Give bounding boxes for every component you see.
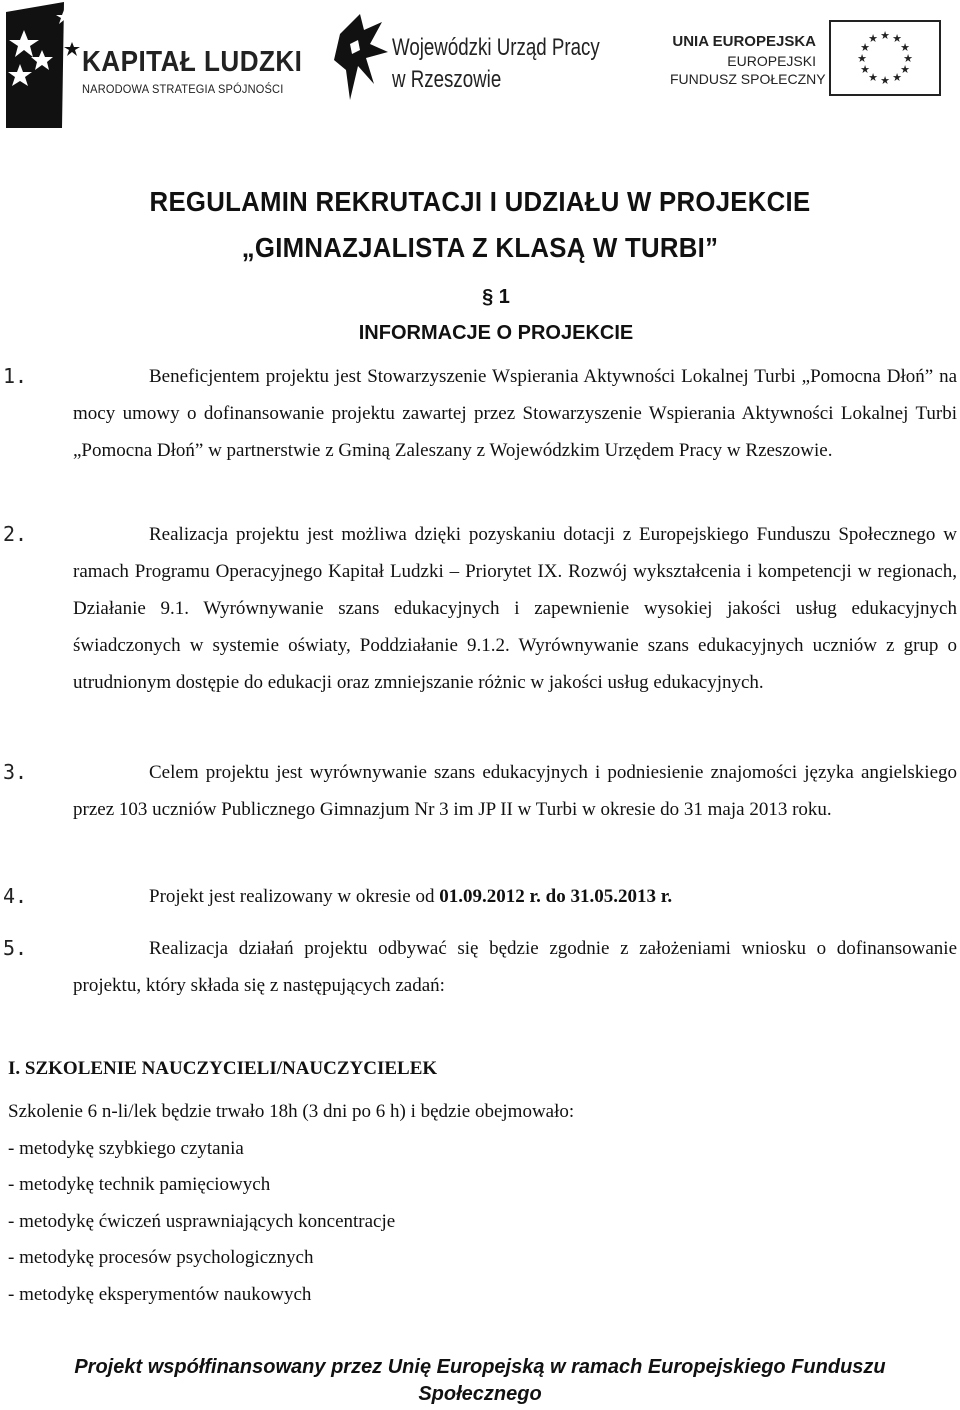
task-heading: I. SZKOLENIE NAUCZYCIELI/NAUCZYCIELEK — [8, 1058, 438, 1079]
paragraph-4 — [3, 878, 957, 915]
svg-text:★: ★ — [880, 74, 890, 87]
ue-logo-text — [670, 33, 826, 87]
eu-flag-icon — [829, 20, 941, 96]
logo-bar — [0, 0, 960, 130]
kapital-ludzki-title: KAPITAŁ LUDZKI — [82, 46, 303, 78]
paragraph-2 — [3, 516, 957, 701]
footer-note — [0, 1354, 960, 1408]
paragraph-number: 2. — [3, 522, 28, 546]
ue-line3: FUNDUSZ SPOŁECZNY — [670, 71, 826, 87]
svg-text:★: ★ — [857, 52, 867, 65]
kapital-ludzki-emblem-icon — [2, 2, 82, 128]
svg-text:★: ★ — [900, 41, 910, 54]
list-item: - metodykę ćwiczeń usprawniających koncentracje — [8, 1210, 396, 1232]
paragraph-number: 5. — [3, 936, 28, 960]
list-item: - metodykę eksperymentów naukowych — [8, 1283, 312, 1305]
footer-line1: Projekt współfinansowany przez Unię Europejską w ramach Europejskiego Funduszu — [74, 1356, 886, 1378]
section-number: § 1 — [482, 286, 510, 308]
list-item: - metodykę procesów psychologicznych — [8, 1247, 314, 1268]
svg-text:★: ★ — [868, 32, 878, 45]
paragraph-text: Realizacja działań projektu odbywać się będzie zgodnie z założeniami wniosku o dofinansowanie projektu, który składa się z następujących zadań: — [73, 938, 957, 996]
wup-name-line2: w Rzeszowie — [392, 66, 502, 93]
wup-emblem-icon — [330, 0, 394, 122]
paragraph-text: Beneficjentem projektu jest Stowarzyszenie Wspierania Aktywności Lokalnej Turbi „Pomocna Dłoń” na mocy umowy o dofinansowanie projektu zawartej przez Stowarzyszenie Wspierania Aktywności Lokalnej Turbi „Pomocna Dłoń” w partnerstwie z Gminą Zaleszany z Wojewódzkim Urzędem Pracy w Rzeszowie. — [73, 366, 957, 461]
svg-text:★: ★ — [892, 71, 902, 84]
kapital-ludzki-subtitle: NARODOWA STRATEGIA SPÓJNOŚCI — [82, 82, 284, 96]
date-to: 31.05.2013 r. — [570, 886, 673, 907]
list-item: - metodykę szybkiego czytania — [8, 1137, 244, 1159]
document-title-line1: REGULAMIN REKRUTACJI I UDZIAŁU W PROJEKCIE — [149, 186, 811, 217]
svg-text:★: ★ — [860, 63, 870, 76]
paragraph-number: 3. — [3, 760, 28, 784]
paragraph-5 — [3, 930, 957, 1004]
paragraph-number: 4. — [3, 884, 28, 908]
task-intro: Szkolenie 6 n-li/lek będzie trwało 18h (3 dni po 6 h) i będzie obejmowało: — [8, 1101, 575, 1122]
paragraph-1 — [3, 358, 957, 469]
date-from: 01.09.2012 r. — [439, 886, 541, 907]
date-connector: do — [540, 886, 571, 907]
svg-text:★: ★ — [892, 32, 902, 45]
paragraph-3 — [3, 754, 957, 828]
section-title: INFORMACJE O PROJEKCIE — [358, 322, 634, 344]
wup-logo — [330, 0, 600, 122]
paragraph-text: Realizacja projektu jest możliwa dzięki pozyskaniu dotacji z Europejskiego Funduszu Społecznego w ramach Programu Operacyjnego Kapitał Ludzki – Priorytet IX. Rozwój wykształcenia i kompetencji w regionach, Działanie 9.1. Wyrównywanie szans edukacyjnych i zapewnienie wysokiej jakości usług edukacyjnych świadczonych w systemie oświaty, Poddziałanie 9.1.2. Wyrównywanie szans edukacyjnych uczniów z grup o utrudnionym dostępie do edukacji oraz zmniejszanie różnic w jakości usług edukacyjnych. — [73, 524, 957, 693]
ue-line1: UNIA EUROPEJSKA — [672, 33, 816, 50]
svg-text:★: ★ — [900, 63, 910, 76]
svg-text:★: ★ — [880, 29, 890, 42]
wup-name-line1: Wojewódzki Urząd Pracy — [392, 34, 600, 61]
svg-text:★: ★ — [868, 71, 878, 84]
footer-line2: Społecznego — [418, 1383, 542, 1405]
ue-line2: EUROPEJSKI — [727, 53, 816, 69]
kapital-ludzki-logo — [2, 2, 302, 128]
paragraph-text: Projekt jest realizowany w okresie od — [149, 886, 440, 907]
task-description — [8, 1094, 948, 1313]
paragraph-text: Celem projektu jest wyrównywanie szans edukacyjnych i podniesienie znajomości języka angielskiego przez 103 uczniów Publicznego Gimnazjum Nr 3 im JP II w Turbi w okresie do 31 maja 2013 roku. — [73, 762, 957, 820]
paragraph-number: 1. — [3, 364, 28, 388]
svg-text:★: ★ — [903, 52, 913, 65]
list-item: - metodykę technik pamięciowych — [8, 1174, 271, 1195]
document-title-line2: „GIMNAZJALISTA Z KLASĄ W TURBI” — [241, 232, 719, 263]
svg-text:★: ★ — [860, 41, 870, 54]
